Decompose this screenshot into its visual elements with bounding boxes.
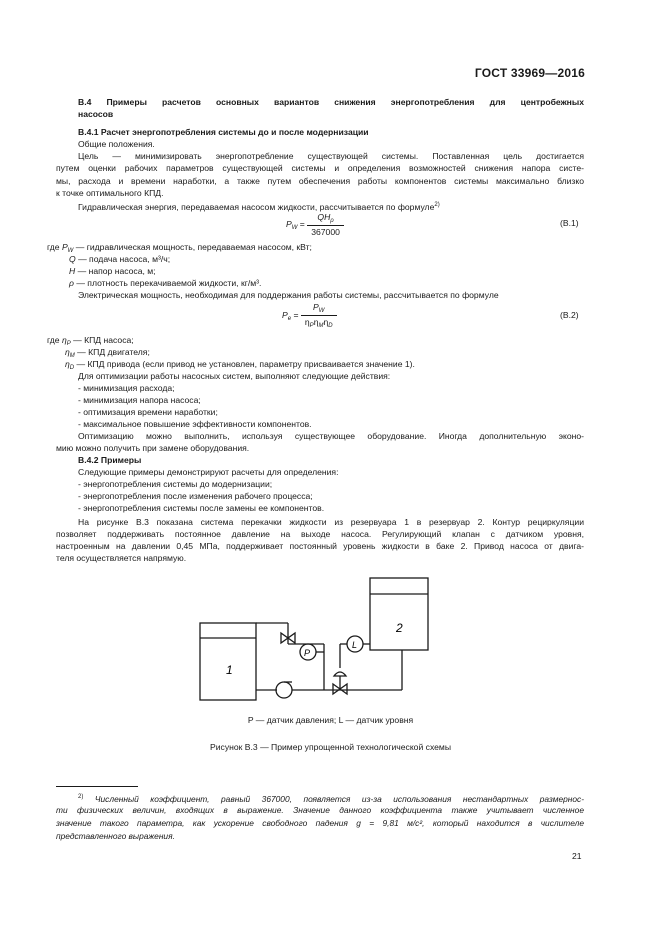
- where-text: — КПД насоса;: [70, 335, 134, 345]
- formula-b1-eq: =: [299, 218, 305, 229]
- formula-b1-denominator: 367000: [311, 227, 340, 237]
- where-symbol-sub: D: [69, 365, 75, 371]
- formula-b2-number: (В.2): [560, 310, 579, 320]
- formula-b2-numerator-sub: W: [318, 308, 325, 314]
- process-schematic: [190, 570, 450, 710]
- formula-b2-den-sub: M: [318, 323, 324, 329]
- where-text: — КПД двигателя;: [74, 347, 150, 357]
- tank-1: [200, 623, 256, 700]
- example-item: - энергопотребления после изменения рабочего процесса;: [78, 491, 313, 501]
- where-symbol: ρ: [69, 278, 74, 288]
- formula-b1-lhs-sub: W: [291, 224, 298, 231]
- where-prefix: где: [47, 335, 62, 345]
- where-item: [69, 265, 156, 277]
- electric-intro: Электрическая мощность, необходимая для поддержания работы системы, рассчитывается по формуле: [78, 290, 499, 300]
- where-symbol: P: [61, 242, 68, 252]
- example-item: - энергопотребления системы после замены ее компонентов.: [78, 503, 325, 513]
- general-provisions: Общие положения.: [78, 139, 155, 149]
- footnote-text: Численный коэффициент, равный 367000, появляется из-за использования нестандартных размернос-: [94, 794, 584, 804]
- page-number: 21: [572, 851, 582, 861]
- hydraulic-intro: [78, 199, 440, 213]
- section-b4-title-line1: В.4 Примеры расчетов основных вариантов снижения энергопотребления для центробежных: [78, 97, 584, 107]
- footnote-line: представленного выражения.: [56, 831, 175, 841]
- goal-line: мы, расхода и времени наработки, а также путем обеспечения работы компонентов системы максимально близко: [56, 175, 584, 186]
- footnote-ref: 2): [434, 202, 440, 208]
- formula-b2-lhs-sub: e: [287, 315, 292, 322]
- optimization-intro: Для оптимизации работы насосных систем, выполняют следующие действия:: [78, 371, 391, 381]
- goal-line: путем оценки рабочих параметров существующей системы и определения возможностей снижения напора систе-: [56, 163, 584, 174]
- formula-b1-number: (В.1): [560, 218, 579, 228]
- formula-b2-eta: η: [313, 317, 319, 327]
- figure-description-line: позволяет поддерживать постоянное давление на выходе насоса. Регулирующий клапан с датчиком уровня,: [56, 529, 584, 539]
- goal-line: к точке оптимального КПД.: [56, 188, 164, 199]
- optimization-line: мию можно получить при замене оборудования.: [56, 443, 250, 453]
- section-b41-title: В.4.1 Расчет энергопотребления системы до и после модернизации: [78, 127, 369, 137]
- where-symbol-sub: W: [67, 248, 74, 254]
- goal-paragraph: [56, 150, 584, 200]
- footnote-marker: 2): [78, 794, 84, 800]
- formula-b1-numerator-sub: ρ: [330, 218, 334, 224]
- action-item: - минимизация расхода;: [78, 383, 175, 393]
- formula-b2-fraction: [301, 302, 337, 329]
- formula-b1-lhs: P: [286, 218, 292, 229]
- where-symbol: η: [65, 347, 70, 357]
- formula-b1: [286, 212, 344, 237]
- formula-b2-lhs: P: [282, 309, 288, 320]
- section-b42-intro: Следующие примеры демонстрируют расчеты для определения:: [78, 467, 339, 477]
- formula-b2-eta: η: [323, 317, 329, 327]
- formula-b1-numerator: QH: [317, 212, 331, 222]
- formula-b2-eta: η: [304, 317, 310, 327]
- action-item: - оптимизация времени наработки;: [78, 407, 218, 417]
- formula-b2-den-sub: D: [328, 323, 333, 329]
- where-symbol: η: [61, 335, 67, 345]
- tank-2-label: 2: [396, 621, 403, 635]
- tank-2: [370, 578, 428, 650]
- formula-b2: [282, 302, 337, 329]
- where-symbol-sub: P: [66, 341, 71, 347]
- formula-b2-eq: =: [293, 309, 299, 320]
- where-text: — гидравлическая мощность, передаваемая насосом, кВт;: [73, 242, 312, 252]
- control-valve-actuator: [334, 672, 346, 676]
- formula-b2-numerator: P: [313, 302, 319, 312]
- footnote-separator: [56, 786, 138, 787]
- figure-description-line: настроенным на давлении 0,45 МПа, поддерживает постоянный уровень жидкости в баке 2. Привод насоса от двига-: [56, 541, 584, 551]
- optimization-line: Оптимизацию можно выполнить, используя существующее оборудование. Иногда дополнительную эконо-: [78, 431, 584, 441]
- pump: [276, 682, 292, 698]
- section-b4-title-line2: насосов: [78, 109, 114, 119]
- where-text: — КПД привода (если привод не установлен, параметру присваивается значение 1).: [74, 359, 415, 369]
- formula-b1-fraction: [307, 212, 344, 237]
- tank-1-label: 1: [226, 663, 233, 677]
- footnote-line: значение такого параметра, как ускорение свободного падения g = 9,81 м/с², который находится в числителе: [56, 818, 584, 828]
- action-item: - максимальное повышение эффективности компонентов.: [78, 419, 312, 429]
- where-symbol: H: [69, 266, 76, 276]
- example-item: - энергопотребления системы до модернизации;: [78, 479, 273, 489]
- where-item: [69, 277, 261, 289]
- where-prefix: где: [47, 242, 62, 252]
- where-text: — напор насоса, м;: [75, 266, 156, 276]
- where-text: — подача насоса, м³/ч;: [75, 254, 171, 264]
- level-sensor-label: L: [352, 640, 358, 650]
- figure-legend: P — датчик давления; L — датчик уровня: [247, 715, 414, 725]
- hydraulic-intro-text: Гидравлическая энергия, передаваемая насосом жидкости, рассчитывается по формуле: [78, 202, 435, 212]
- where-symbol: Q: [69, 254, 76, 264]
- where-item: [69, 253, 170, 265]
- standard-number: ГОСТ 33969—2016: [474, 66, 585, 80]
- figure-description-line: теля осуществляется напрямую.: [56, 553, 187, 563]
- goal-line: Цель — минимизировать энергопотребление существующей системы. Поставленная цель достигается: [78, 151, 584, 161]
- footnote-line: ти физических величин, входящих в выражение. Значение данного коэффициента также учитывает численное: [56, 805, 584, 815]
- where-symbol-sub: M: [69, 353, 75, 359]
- pressure-sensor-label: P: [304, 648, 311, 658]
- figure-caption: Рисунок В.3 — Пример упрощенной технологической схемы: [209, 742, 452, 752]
- figure-description-line: На рисунке В.3 показана система перекачки жидкости из резервуара 1 в резервуар 2. Контур рециркуляции: [78, 517, 584, 527]
- section-b42-title: В.4.2 Примеры: [78, 455, 142, 465]
- formula-b2-den-sub: P: [309, 323, 314, 329]
- where-text: — плотность перекачиваемой жидкости, кг/м³.: [73, 278, 262, 288]
- where-symbol: η: [65, 359, 70, 369]
- action-item: - минимизация напора насоса;: [78, 395, 201, 405]
